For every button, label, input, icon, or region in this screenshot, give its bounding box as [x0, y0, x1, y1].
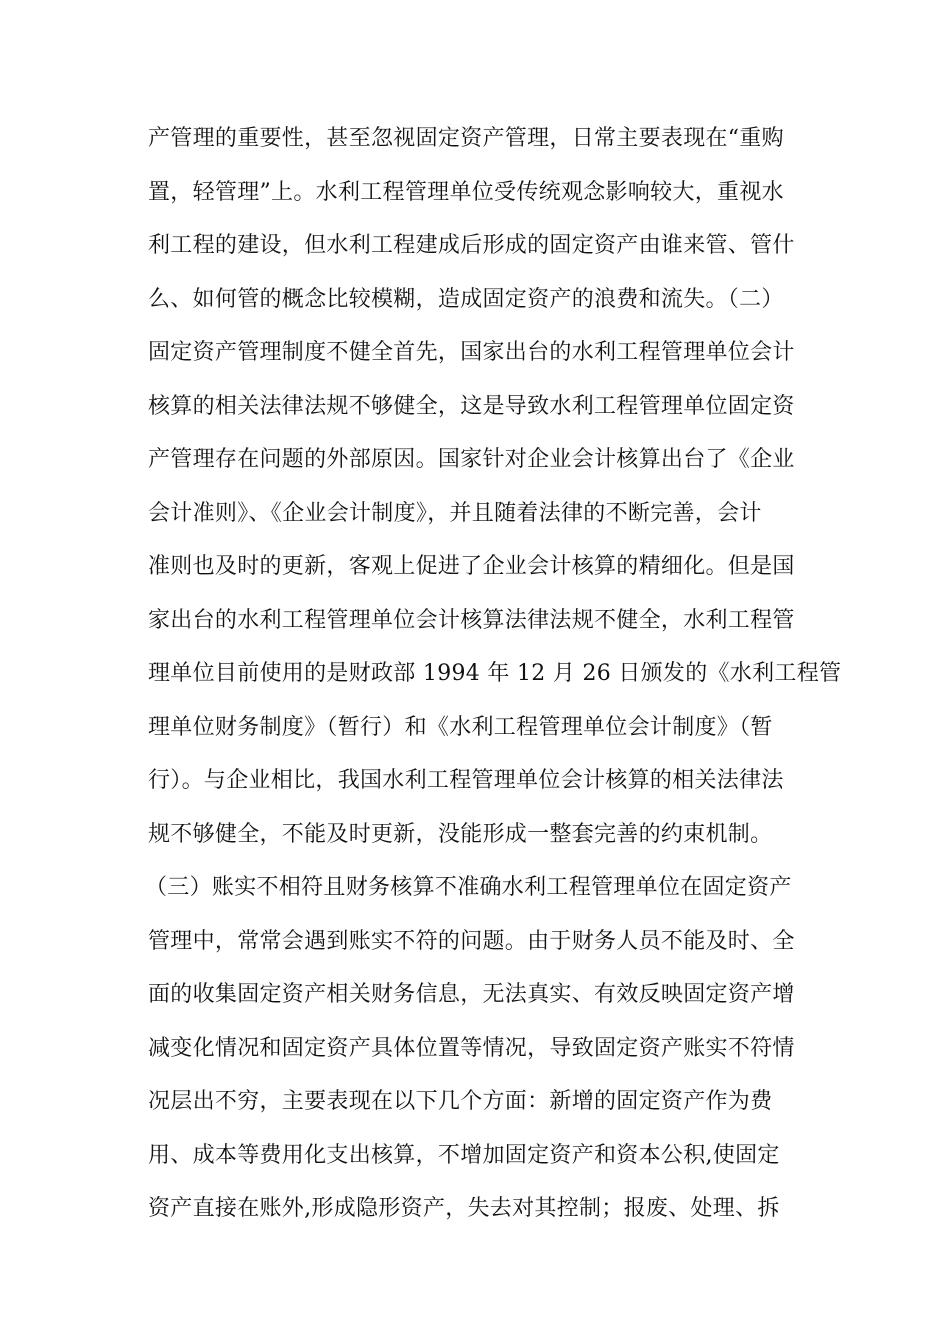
- text-line: 管理中，常常会遇到账实不符的问题。由于财务人员不能及时、全: [148, 928, 795, 954]
- text-line: 会计准则》、《企业会计制度》，并且随着法律的不断完善，会计: [148, 500, 762, 526]
- text-line: 固定资产管理制度不健全首先，国家出台的水利工程管理单位会计: [148, 340, 795, 365]
- text-line: 准则也及时的更新，客观上促进了企业会计核算的精细化。但是国: [148, 554, 795, 579]
- text-line: 理单位财务制度》（暂行）和《水利工程管理单位会计制度》（暂: [148, 714, 773, 740]
- text-line: 规不够健全，不能及时更新，没能形成一整套完善的约束机制。: [148, 821, 773, 847]
- text-line: 家出台的水利工程管理单位会计核算法律法规不健全，水利工程管: [148, 607, 795, 633]
- text-line: 么、如何管的概念比较模糊，造成固定资产的浪费和流失。（二）: [148, 286, 784, 312]
- body-text: [145, 112, 842, 1236]
- text-line: 利工程的建设，但水利工程建成后形成的固定资产由谁来管、管什: [148, 233, 795, 258]
- text-line: 减变化情况和固定资产具体位置等情况，导致固定资产账实不符情: [148, 1035, 795, 1061]
- text-line: 资产直接在账外,形成隐形资产，失去对其控制；报废、处理、拆: [148, 1196, 780, 1221]
- text-line: 理单位目前使用的是财政部 1994 年 12 月 26 日颁发的《水利工程管: [148, 661, 842, 686]
- text-line: 用、成本等费用化支出核算，不增加固定资产和资本公积,使固定: [148, 1142, 780, 1168]
- text-line: 况层出不穷，主要表现在以下几个方面：新增的固定资产作为费: [148, 1089, 773, 1114]
- text-line: 核算的相关法律法规不够健全，这是导致水利工程管理单位固定资: [148, 393, 795, 419]
- text-line: 行）。与企业相比，我国水利工程管理单位会计核算的相关法律法: [148, 768, 784, 793]
- text-line: 产管理的重要性，甚至忽视固定资产管理，日常主要表现在“重购: [148, 126, 784, 151]
- text-line: （三）账实不相符且财务核算不准确水利工程管理单位在固定资产: [145, 875, 792, 900]
- text-line: 产管理存在问题的外部原因。国家针对企业会计核算出台了《企业: [148, 447, 795, 472]
- text-line: 面的收集固定资产相关财务信息，无法真实、有效反映固定资产增: [148, 982, 795, 1007]
- text-line: 置，轻管理”上。水利工程管理单位受传统观念影响较大，重视水: [148, 179, 784, 205]
